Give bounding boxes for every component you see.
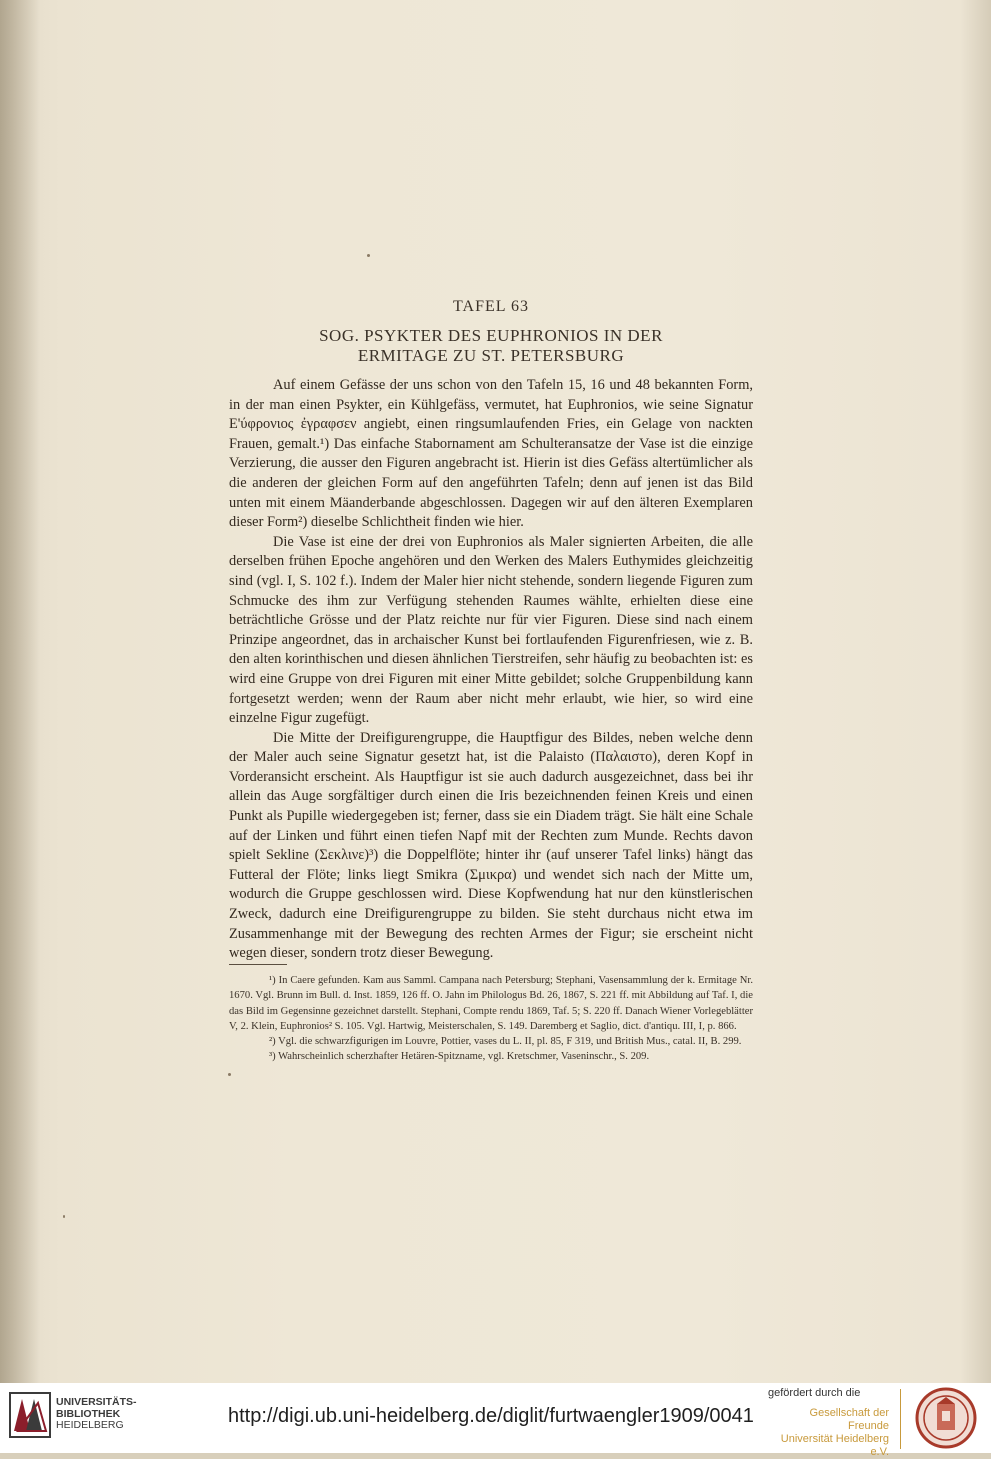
university-library-logo-icon[interactable] [8, 1391, 52, 1439]
university-seal-icon[interactable] [906, 1387, 986, 1449]
viewer-footer [0, 1383, 991, 1458]
paragraph-3: Die Mitte der Dreifigurengruppe, die Hauptfigur des Bildes, neben welche denn der Maler auch seine Signatur gesetzt hat, ist die Palaisto (Παλαιστο), deren Kopf in Vorderansicht erscheint. Als Hauptfigur ist sie auch dadurch ausgezeichnet, dass bei ihr allein das Auge sorgfältiger durch einen die Iris bezeichnenden feinen Kreis und einen Punkt als Pupille wiedergegeben ist; ferner, dass sie ein Diadem trägt. Sie hält eine Schale auf der Linken und führt einen tiefen Napf mit der Rechten zum Munde. Rechts davon spielt Sekline (Σεκλινε)³) die Doppelflöte; hinter ihr (auf unserer Tafel links) hängt das Futteral der Flöte; links liegt Smikra (Σμικρα) und wendet sich nach der Mitte um, wodurch die Gruppe geschlossen wird. Diese Kopfwendung hat nur den künstlerischen Zweck, dadurch eine Dreifigurengruppe zu bilden. Sie steht durchaus nicht etwa im Zusammenhange mit der Bewegung des rechten Armes der Figur; sie erscheint nicht wegen dieser, sondern trotz dieser Bewegung. [229, 729, 753, 962]
library-name [56, 1397, 137, 1432]
paper-speck [63, 1215, 65, 1218]
footnote-1: ¹) In Caere gefunden. Kam aus Samml. Campana nach Petersburg; Stephani, Vasensammlung der k. Ermitage Nr. 1670. Vgl. Brunn im Bull. d. Inst. 1859, 126 ff. O. Jahn im Philologus Bd. 26, 1867, S. 221 ff. mit Abbildung auf Taf. I, die das Bild im Gegensinne gezeichnet darstellt. Stephani, Compte rendu 1869, Taf. 5; S. 220 ff. Danach Wiener Vorlegeblätter V, 2. Klein, Euphronios² S. 105. Vgl. Hartwig, Meisterschalen, S. 149. Daremberg et Saglio, dict. d'antiqu. III, I, p. 866. [229, 975, 753, 1032]
body-text [229, 376, 753, 964]
heading-line-2: ERMITAGE ZU ST. PETERSBURG [357, 346, 625, 365]
footnote-3: ³) Wahrscheinlich scherzhafter Hetären-Spitzname, vgl. Kretschmer, Vaseninschr., S. 209. [269, 1051, 650, 1063]
funded-by-label: gefördert durch die [768, 1387, 861, 1399]
heading-line-1: SOG. PSYKTER DES EUPHRONIOS IN DER [319, 326, 663, 345]
spine-shadow [0, 0, 40, 1383]
footnote-2: ²) Vgl. die schwarzfigurigen im Louvre, Pottier, vases du L. II, pl. 85, F 319, und British Mus., catal. II, B. 299. [269, 1036, 742, 1048]
society-line-1: Gesellschaft der Freunde [809, 1407, 889, 1432]
footnotes [229, 973, 753, 1065]
society-line-2: Universität Heidelberg e.V. [780, 1433, 889, 1458]
page-url-link[interactable]: http://digi.ub.uni-heidelberg.de/diglit/furtwaengler1909/0041 [228, 1405, 754, 1427]
paper-speck [367, 254, 370, 257]
paragraph-2: Die Vase ist eine der drei von Euphronios als Maler signierten Arbeiten, die alle derselben frühen Epoche angehören und den Werken des Malers Euthymides gleichzeitig sind (vgl. I, S. 102 f.). Indem der Maler hier nicht stehende, sondern liegende Figuren zum Schmucke des ihm zur Verfügung stehenden Raumes wählte, erhielten diese eine beträchtliche Grösse und der Platz reichte nur für vier Figuren. Diese sind nach einem Prinzipe angeordnet, das in archaischer Kunst bei fortlaufenden Figurenfriesen, wie z. B. den alten korinthischen und diesen ähnlichen Tierstreifen, sehr häufig zu beobachten ist: es wird eine Gruppe von drei Figuren mit einer Mitte gebildet; solche Gruppenbildung kann fortgesetzt werden; wenn der Raum aber nicht mehr erlaubt, wie hier, so wird eine einzelne Figur zugefügt. [229, 533, 753, 727]
paragraph-1: Auf einem Gefässe der uns schon von den Tafeln 15, 16 und 48 bekannten Form, in der man einen Psykter, ein Kühlgefäss, vermutet, hat Euphronios, wie seine Signatur Ε'ύφρονιος ἐγραφσεν angiebt, einen ringsumlaufenden Fries, ein Gelage von nackten Frauen, gemalt.¹) Das einfache Stabornament am Schulteransatze der Vase ist die einzige Verzierung, die ausser den Figuren angebracht ist. Hierin ist dies Gefäss altertümlicher als die anderen der gleichen Form auf den angeführten Tafeln; denn auf jenen ist das Bild unten mit einem Mäanderbande abgeschlossen. Dagegen wir auf den älteren Exemplaren dieser Form²) dieselbe Schlichtheit finden wie hier. [229, 377, 753, 531]
library-line-1: UNIVERSITÄTS- [56, 1396, 137, 1408]
plate-title: TAFEL 63 [453, 298, 529, 315]
library-line-3: HEIDELBERG [56, 1419, 124, 1431]
paper-speck [228, 1073, 231, 1076]
footer-divider [900, 1389, 901, 1449]
library-line-2: BIBLIOTHEK [56, 1407, 121, 1420]
footnote-rule [229, 964, 287, 965]
society-name [773, 1407, 889, 1459]
